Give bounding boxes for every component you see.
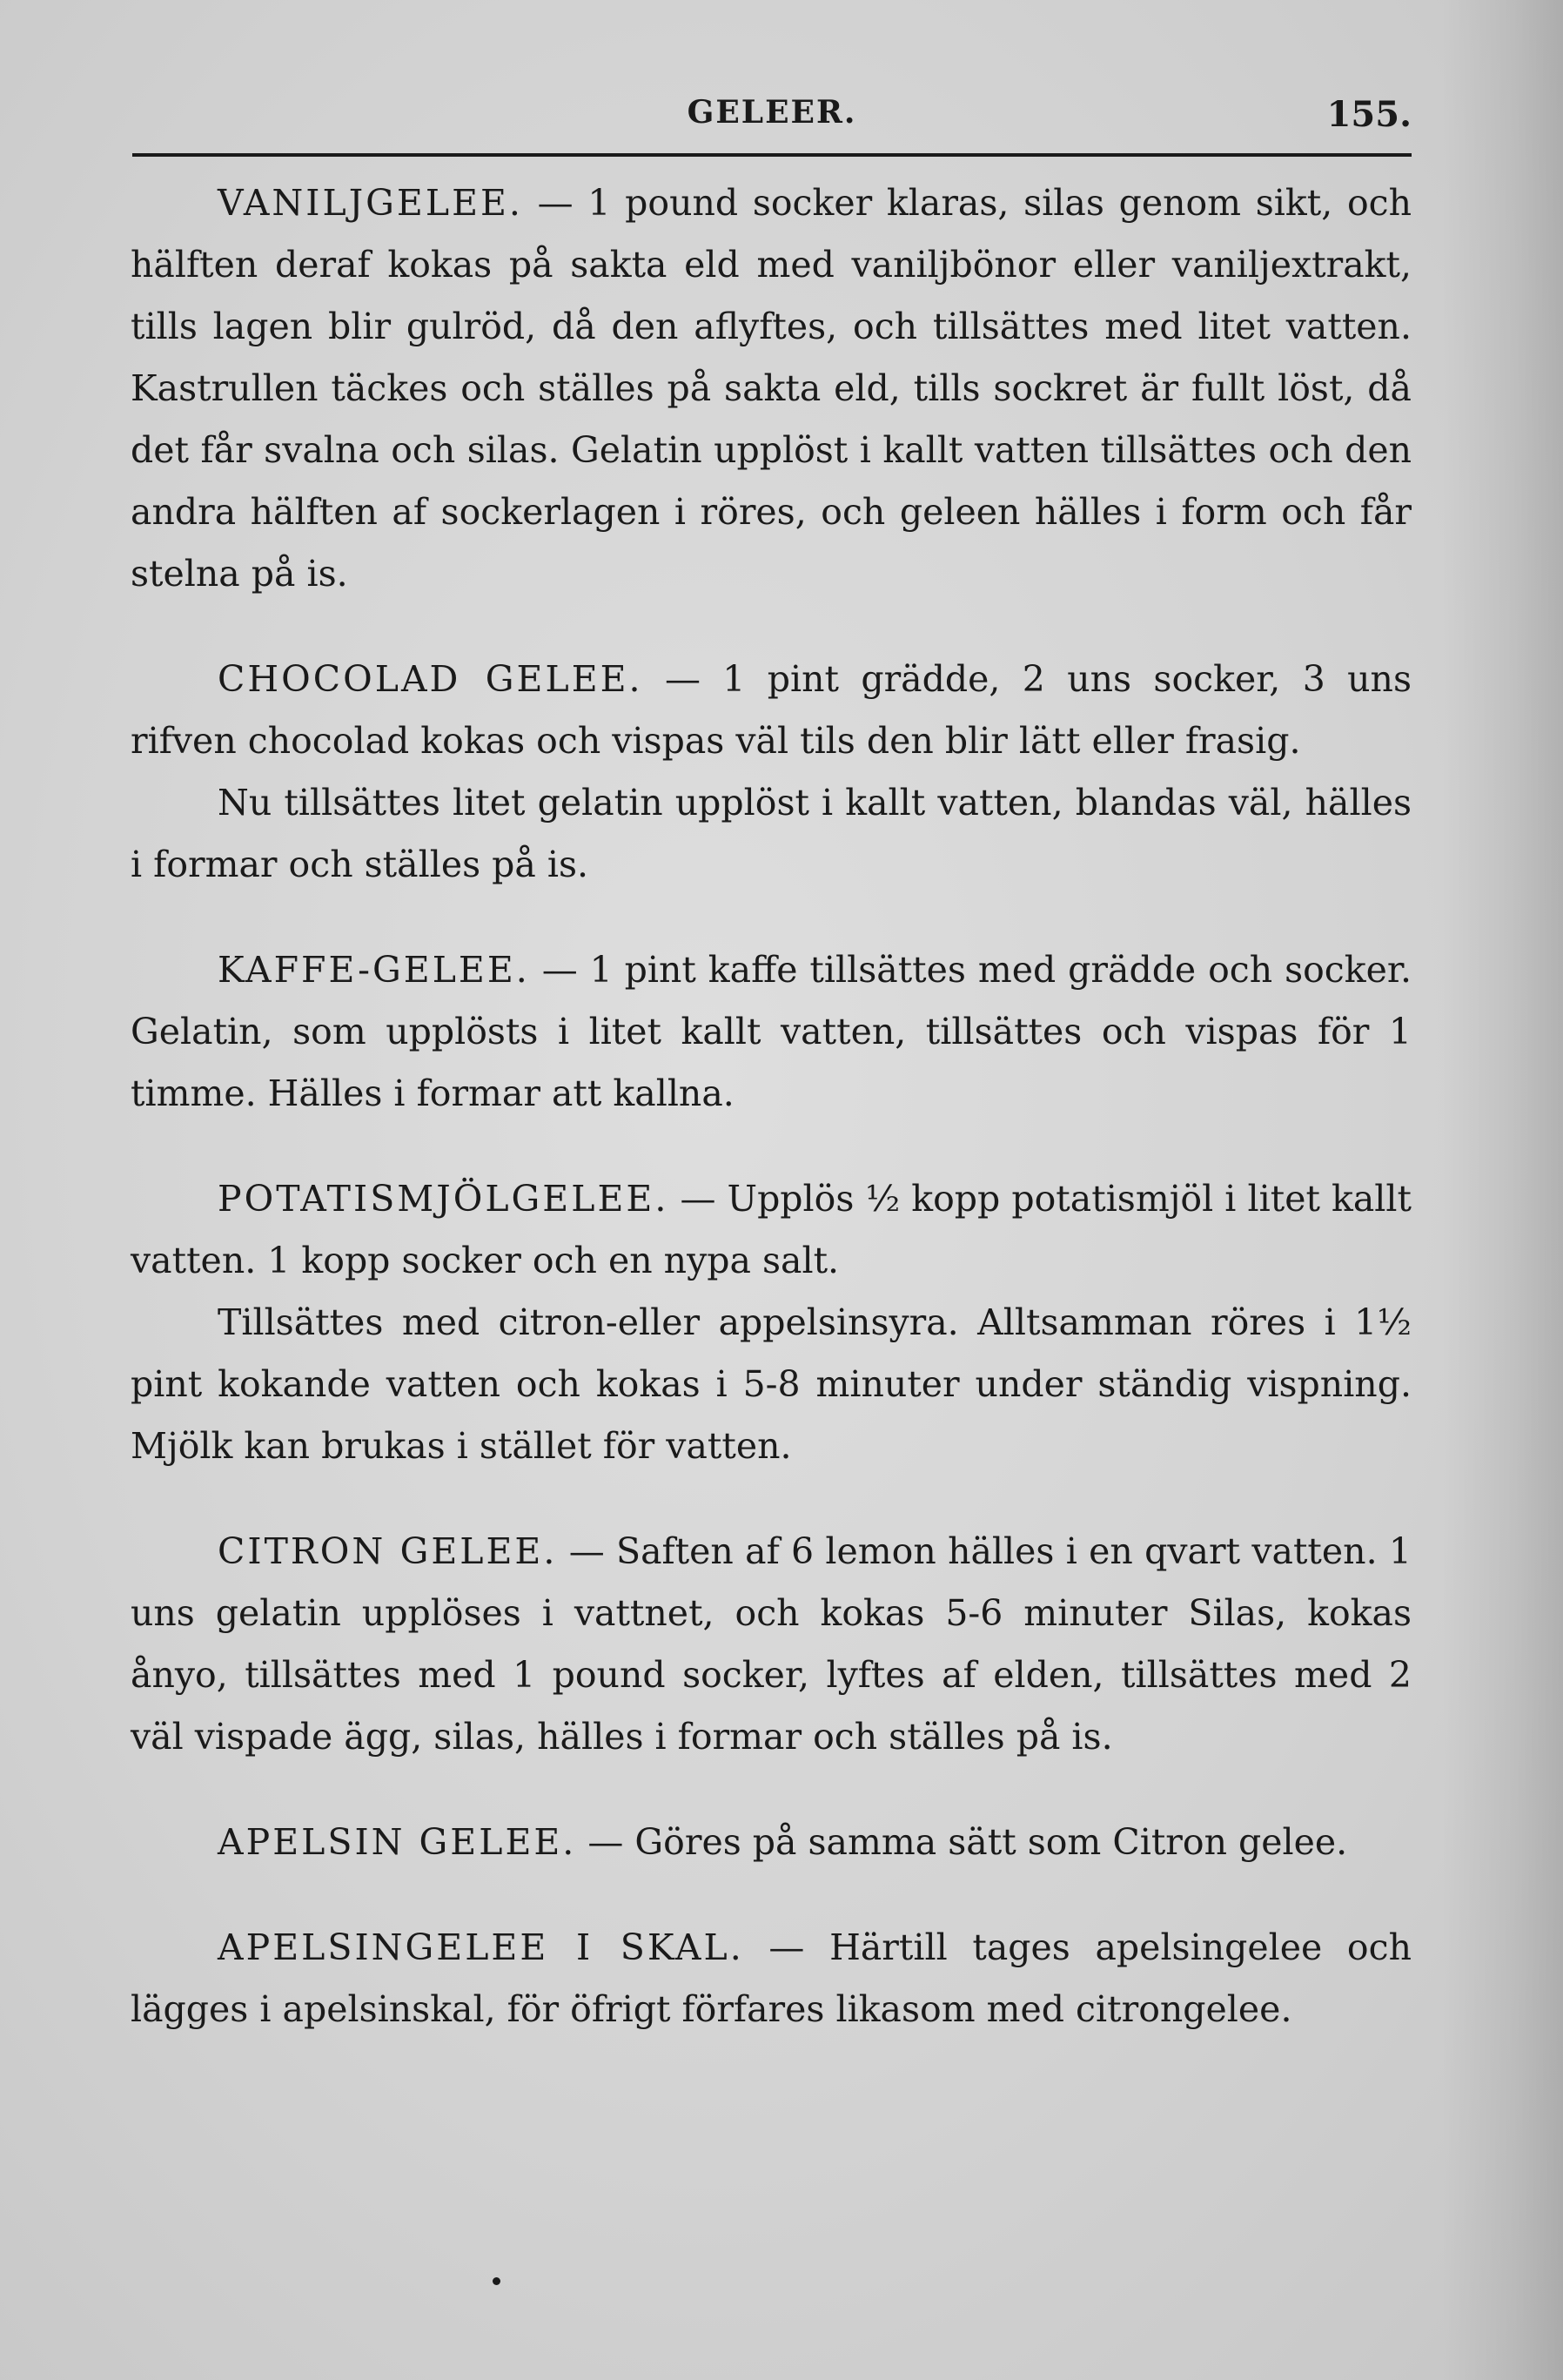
running-title: GELEER. [687, 94, 857, 131]
recipe-paragraph [131, 772, 1412, 896]
recipe-text: — 1 pint kaffe tillsättes med grädde och socker. Gelatin, som upplösts i litet kallt vatten, tillsättes och vispas för 1 timme. Hälles i formar att kallna. [131, 949, 1412, 1114]
ink-dot [493, 2277, 500, 2285]
recipe-text: — 1 pound socker klaras, silas genom sikt, och hälften deraf kokas på sakta eld med vaniljbönor eller vaniljextrakt, tills lagen blir gulröd, då den aflyftes, och tillsättes med litet vatten. Kastrullen täckes och ställes på sakta eld, tills sockret är fullt löst, då det får svalna och silas. Gelatin upplöst i kallt vatten tillsättes och den andra hälften af sockerlagen i röres, och geleen hälles i form och får stelna på is. [131, 182, 1412, 595]
recipe-title: APELSINGELEE I SKAL. [218, 1926, 744, 1968]
recipe-text: Nu tillsättes litet gelatin upplöst i kallt vatten, blandas väl, hälles i formar och ställes på is. [131, 782, 1412, 885]
recipe-potatismjolgelee [131, 1168, 1412, 1477]
recipe-title: CITRON GELEE. [218, 1530, 558, 1572]
recipe-paragraph [131, 649, 1412, 772]
recipe-paragraph [131, 1292, 1412, 1477]
recipe-title: POTATISMJÖLGELEE. [218, 1178, 669, 1220]
recipe-text: — 1 pint grädde, 2 uns socker, 3 uns rifven chocolad kokas och vispas väl tils den blir lätt eller frasig. [131, 658, 1412, 762]
header-rule [132, 153, 1412, 157]
spine-shadow [1441, 0, 1563, 2380]
recipe-vaniljgelee [131, 172, 1412, 605]
recipe-paragraph [131, 1521, 1412, 1768]
recipe-text: — Härtill tages apelsingelee och lägges i apelsinskal, för öfrigt förfares likasom med citrongelee. [131, 1926, 1412, 2030]
recipe-chocolad-gelee [131, 649, 1412, 896]
recipe-paragraph [131, 1168, 1412, 1292]
recipe-citron-gelee [131, 1521, 1412, 1768]
recipe-title: CHOCOLAD GELEE. [218, 658, 643, 700]
recipe-title: VANILJGELEE. [218, 182, 523, 224]
recipe-paragraph [131, 172, 1412, 605]
recipe-list [131, 172, 1412, 2084]
recipe-text: — Göres på samma sätt som Citron gelee. [587, 1821, 1348, 1863]
recipe-text: Tillsättes med citron-eller appelsinsyra. Alltsamman röres i 1½ pint kokande vatten och kokas i 5-8 minuter under ständig vispning. Mjölk kan brukas i stället för vatten. [131, 1301, 1412, 1467]
recipe-text: — Upplös ½ kopp potatismjöl i litet kallt vatten. 1 kopp socker och en nypa salt. [131, 1178, 1412, 1281]
page-number: 155. [1326, 94, 1412, 135]
recipe-paragraph [131, 939, 1412, 1125]
recipe-title: APELSIN GELEE. [218, 1821, 577, 1863]
recipe-apelsin-gelee [131, 1812, 1412, 1873]
recipe-apelsingelee-i-skal [131, 1917, 1412, 2040]
recipe-title: KAFFE-GELEE. [218, 949, 530, 991]
recipe-paragraph [131, 1917, 1412, 2040]
page-header [132, 94, 1412, 150]
recipe-text: — Saften af 6 lemon hälles i en qvart vatten. 1 uns gelatin upplöses i vattnet, och kokas 5-6 minuter Silas, kokas ånyo, tillsättes med 1 pound socker, lyftes af elden, tillsättes med 2 väl vispade ägg, silas, hälles i formar och ställes på is. [131, 1530, 1412, 1758]
recipe-kaffe-gelee [131, 939, 1412, 1125]
recipe-paragraph [131, 1812, 1412, 1873]
